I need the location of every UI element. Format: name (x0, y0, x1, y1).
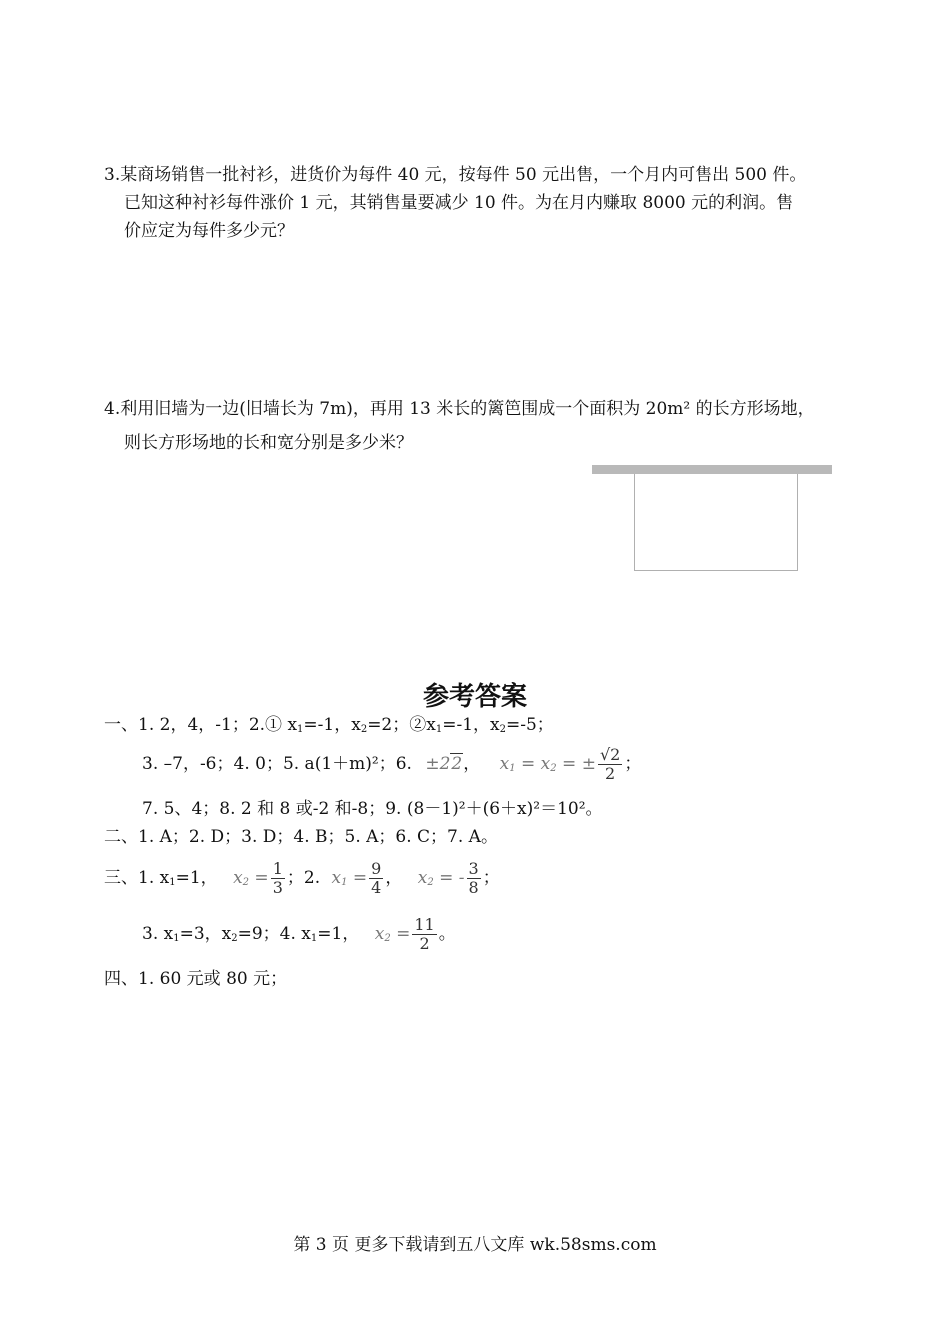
old-wall-figure (592, 465, 832, 474)
answer-row-5: 三、1. $x_1=1$， $x_2$ = $\frac{1}{3}$ ；2. $x_1$ = $\frac{9}{4}$ ， $x_2$ = - $\frac{3}{8}$ ； (104, 859, 500, 897)
q4-line2: 则长方形场地的长和宽分别是多少米？ (124, 433, 413, 453)
q3-line3: 价应定为每件多少元？ (124, 221, 294, 241)
fraction-1-over-3: $\frac{1}{3}$ (272, 859, 283, 897)
page-footer: 第 3 页 更多下载请到五八文库 wk.58sms.com (293, 1235, 657, 1255)
answer-row-1: 一、1. 2，4，-1；2.① $x_1=-1$，$x_2=2$；$②x_1=-1$，$x_2=-5$； (104, 715, 554, 735)
q4-line1: 4.利用旧墙为一边(旧墙长为 7m)，再用 13 米长的篱笆围成一个面积为 20m² 的长方形场地， (104, 399, 815, 419)
q3-line2: 已知这种衬衫每件涨价 1 元，其销售量要减少 10 件。为在月内赚取 8000 元的利润。售 (124, 193, 794, 213)
pm-two-root-two: ±22 (425, 754, 463, 774)
answer-row-2: 3. –7，-6；4. 0；5. a(1＋m)²；6. ±22， $x_1 = x_2$ = ± $\frac{√2}{2}$ ； (142, 745, 642, 783)
answer-row-7: 四、1. 60 元或 80 元； (104, 969, 288, 989)
answers-title: 参考答案 (422, 682, 527, 712)
fraction-11-over-2: $\frac{11}{2}$ (414, 915, 435, 953)
q3-line1: 3.某商场销售一批衬衫，进货价为每件 40 元，按每件 50 元出售，一个月内可售出 500 件。 (104, 165, 807, 185)
fraction-9-over-4: $\frac{9}{4}$ (371, 859, 382, 897)
fraction-root2-over-2: $\frac{√2}{2}$ (599, 745, 621, 783)
fraction-3-over-8: $\frac{3}{8}$ (468, 859, 479, 897)
rectangle-field-figure (634, 474, 798, 571)
answer-row-6: 3. $x_1=3$，$x_2=9$；4. $x_1=1$， $x_2$ = $\frac{11}{2}$ 。 (142, 915, 456, 953)
answer-row-4: 二、1. A；2. D；3. D；4. B；5. A；6. C；7. A。 (104, 827, 498, 847)
x1-equals-x2: $x_1 = x_2$ = ± (499, 754, 596, 774)
answer-row-3: 7. 5、4；8. 2 和 8 或-2 和-8；9. (8－1)²＋(6＋x)²＝10²。 (142, 799, 603, 819)
